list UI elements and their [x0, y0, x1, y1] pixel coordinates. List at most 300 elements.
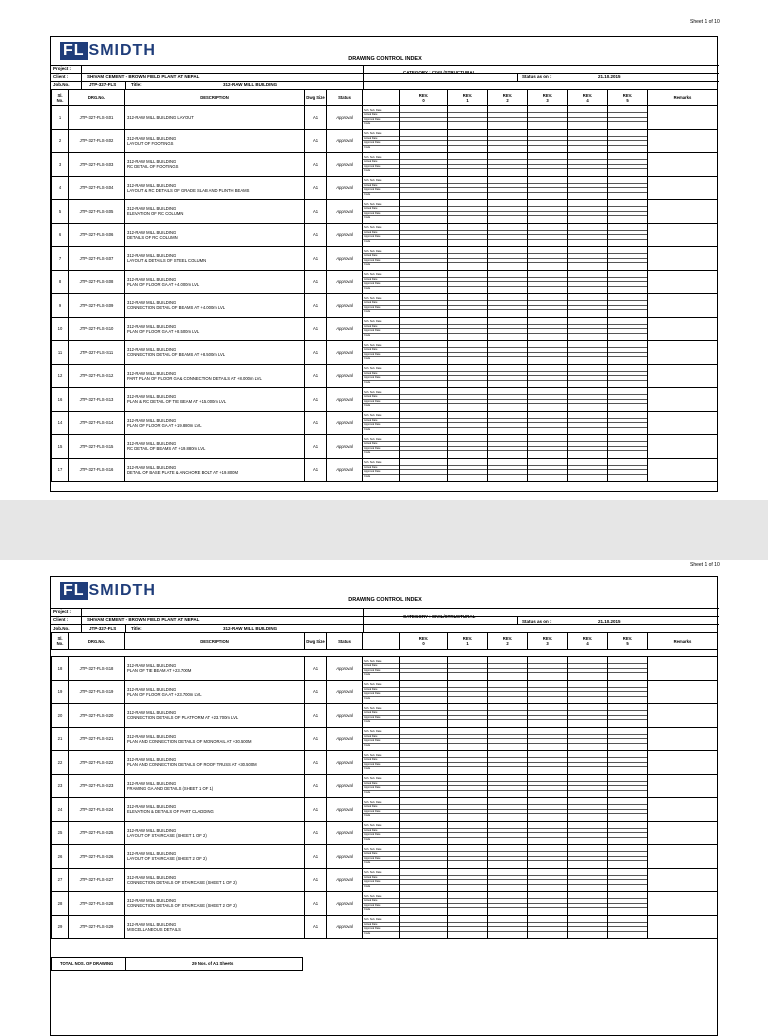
description-line-2: CONNECTION DETAILS OF STAIRCASE (SHEET 1 OF 2)	[127, 879, 237, 885]
rev-cell	[488, 458, 528, 482]
sl-cell: 21	[52, 727, 69, 751]
rev-cell	[448, 247, 488, 271]
dwg-no-cell: JTP-327-FLS-S13	[69, 388, 125, 412]
sheet-number: Sheet 1 of 10	[690, 19, 720, 25]
date-label: Sch. Sub. Date	[363, 179, 399, 183]
status-cell: Approval	[327, 751, 363, 775]
rev-cell	[608, 845, 648, 869]
dwg-no-cell: JTP-327-FLS-S28	[69, 892, 125, 916]
description-line-1: 312-RAW MILL BUILDING	[127, 898, 177, 904]
rev-cell	[608, 388, 648, 412]
rev-cell	[568, 774, 608, 798]
remarks-cell	[648, 364, 718, 388]
date-label: Approval Date	[363, 786, 399, 790]
description-line-2: LAYOUT OF STAIRCASE (SHEET 2 OF 2)	[127, 856, 207, 862]
date-labels-cell	[363, 106, 400, 130]
rev-cell	[400, 458, 448, 482]
sl-cell: 16	[52, 388, 69, 412]
date-label: Approval Date	[363, 716, 399, 720]
rev-cell	[488, 774, 528, 798]
description-line-1: 312-RAW MILL BUILDING	[127, 733, 177, 739]
date-label: Actual Date	[363, 758, 399, 762]
date-label: Sch. Sub. Date	[363, 320, 399, 324]
date-labels-cell	[363, 200, 400, 224]
size-cell: A1	[305, 751, 327, 775]
size-cell: A1	[305, 364, 327, 388]
dwg-no-cell: JTP-327-FLS-S03	[69, 153, 125, 177]
col-rev-3: REV. 3	[528, 90, 568, 106]
date-label: Sch. Sub. Date	[363, 777, 399, 781]
rev-cell	[568, 270, 608, 294]
col-description: DESCRIPTION	[125, 633, 305, 650]
description-line-2: LAYOUT & DETAILS OF STEEL COLUMN	[127, 258, 207, 264]
description-line-1: 312-RAW MILL BUILDING	[127, 182, 177, 188]
dwg-no-cell: JTP-327-FLS-S19	[69, 680, 125, 704]
sl-cell: 19	[52, 680, 69, 704]
rev-cell	[608, 200, 648, 224]
rev-cell	[400, 129, 448, 153]
remarks-cell	[648, 657, 718, 681]
date-labels-cell	[363, 247, 400, 271]
date-label: Sch. Sub. Date	[363, 683, 399, 687]
date-label: Actual Date	[363, 664, 399, 668]
table-row	[52, 727, 718, 751]
rev-cell	[488, 200, 528, 224]
rev-cell	[488, 821, 528, 845]
size-cell: A1	[305, 868, 327, 892]
dwg-no-cell: JTP-327-FLS-S27	[69, 868, 125, 892]
table-row	[52, 200, 718, 224]
description-line-1: 312-RAW MILL BUILDING	[127, 441, 177, 447]
size-cell: A1	[305, 153, 327, 177]
rev-cell	[448, 106, 488, 130]
date-labels-cell	[363, 129, 400, 153]
rev-cell	[608, 680, 648, 704]
col-rev-3: REV. 3	[528, 633, 568, 650]
date-label: Code	[364, 216, 371, 220]
category: CATEGORY : CIVIL/STRUCTURAL	[403, 614, 476, 619]
description-line-1: 312-RAW MILL BUILDING	[127, 921, 177, 927]
rev-cell	[448, 341, 488, 365]
table-row	[52, 106, 718, 130]
rev-cell	[448, 435, 488, 459]
remarks-cell	[648, 317, 718, 341]
description-line-1: 312-RAW MILL BUILDING	[127, 253, 177, 259]
description-line-2: PLAN AND CONNECTION DETAILS OF MONORAIL AT +30.500M	[127, 738, 252, 744]
rev-cell	[608, 821, 648, 845]
project-label: Project :	[53, 66, 72, 71]
size-cell: A1	[305, 341, 327, 365]
dwg-no-cell: JTP-327-FLS-S20	[69, 704, 125, 728]
job-label: Job.No.	[53, 626, 70, 631]
rev-cell	[448, 704, 488, 728]
date-label: Approval Date	[363, 833, 399, 837]
col-sl: Sl. No.	[52, 633, 69, 650]
sl-cell: 1	[52, 106, 69, 130]
client-label: Client :	[53, 74, 69, 79]
rev-cell	[448, 458, 488, 482]
date-label: Actual Date	[363, 137, 399, 141]
dwg-no-cell: JTP-327-FLS-S21	[69, 727, 125, 751]
date-label: Sch. Sub. Date	[363, 918, 399, 922]
date-label: Actual Date	[363, 876, 399, 880]
description-line-2: CONNECTION DETAIL OF BEAMS AT +8.500m LVL	[127, 352, 226, 358]
rev-cell	[488, 751, 528, 775]
date-label: Code	[364, 404, 371, 408]
status-cell: Approval	[327, 270, 363, 294]
rev-cell	[568, 317, 608, 341]
rev-cell	[568, 458, 608, 482]
rev-cell	[488, 176, 528, 200]
remarks-cell	[648, 458, 718, 482]
sl-cell: 11	[52, 341, 69, 365]
rev-cell	[448, 845, 488, 869]
description-line-2: PLAN OF TIE BEAM AT +23.700M	[127, 668, 192, 674]
total-label: TOTAL NOS. OF DRAWING	[60, 961, 114, 966]
rev-cell	[448, 153, 488, 177]
size-cell: A1	[305, 176, 327, 200]
table-row	[52, 821, 718, 845]
description-line-2: DETAILS OF RC COLUMN	[127, 234, 178, 240]
description-line-2: PLAN OF FLOOR GA AT +4.000m LVL	[127, 281, 200, 287]
rev-cell	[488, 868, 528, 892]
date-label: Approval Date	[363, 400, 399, 404]
sl-cell: 4	[52, 176, 69, 200]
date-label: Actual Date	[363, 184, 399, 188]
description-line-1: 312-RAW MILL BUILDING LAYOUT	[127, 114, 194, 120]
date-labels-cell	[363, 704, 400, 728]
rev-cell	[488, 845, 528, 869]
date-label: Approval Date	[363, 857, 399, 861]
date-label: Approval Date	[363, 165, 399, 169]
date-label: Code	[364, 169, 371, 173]
date-label: Code	[364, 333, 371, 337]
date-label: Approval Date	[363, 259, 399, 263]
rev-cell	[528, 915, 568, 939]
description-line-2: CONNECTION DETAIL OF BEAMS AT +4.000m LVL	[127, 305, 226, 311]
date-labels-cell	[363, 317, 400, 341]
date-label: Actual Date	[363, 231, 399, 235]
table-row	[52, 176, 718, 200]
drawing-sheet-1	[50, 36, 718, 492]
status-cell: Approval	[327, 411, 363, 435]
rev-cell	[608, 129, 648, 153]
sl-cell: 25	[52, 821, 69, 845]
date-label: Code	[364, 451, 371, 455]
date-label: Approval Date	[363, 927, 399, 931]
rev-cell	[400, 680, 448, 704]
date-label: Approval Date	[363, 692, 399, 696]
remarks-cell	[648, 341, 718, 365]
col-rev-4: REV. 4	[568, 633, 608, 650]
status-cell: Approval	[327, 294, 363, 318]
dwg-no-cell: JTP-327-FLS-S08	[69, 270, 125, 294]
date-labels-cell	[363, 270, 400, 294]
size-cell: A1	[305, 435, 327, 459]
col-rev-5: REV. 5	[608, 633, 648, 650]
col-sl: Sl. No.	[52, 90, 69, 106]
project-label: Project :	[53, 609, 72, 614]
remarks-cell	[648, 176, 718, 200]
rev-cell	[608, 106, 648, 130]
rev-cell	[568, 727, 608, 751]
sl-cell: 12	[52, 364, 69, 388]
date-label: Sch. Sub. Date	[363, 824, 399, 828]
sl-cell: 2	[52, 129, 69, 153]
rev-cell	[568, 129, 608, 153]
date-label: Approval Date	[363, 329, 399, 333]
sl-cell: 29	[52, 915, 69, 939]
status-cell: Approval	[327, 200, 363, 224]
date-labels-cell	[363, 458, 400, 482]
description-cell	[125, 727, 305, 751]
size-cell: A1	[305, 411, 327, 435]
client-label: Client :	[53, 617, 69, 622]
description-line-1: 312-RAW MILL BUILDING	[127, 347, 177, 353]
date-label: Actual Date	[363, 278, 399, 282]
date-label: Sch. Sub. Date	[363, 801, 399, 805]
date-labels-cell	[363, 915, 400, 939]
page-gap	[0, 500, 768, 560]
size-cell: A1	[305, 845, 327, 869]
remarks-cell	[648, 200, 718, 224]
date-label: Sch. Sub. Date	[363, 438, 399, 442]
sl-cell: 3	[52, 153, 69, 177]
date-labels-cell	[363, 774, 400, 798]
date-labels-cell	[363, 657, 400, 681]
status-cell: Approval	[327, 317, 363, 341]
table-row	[52, 435, 718, 459]
rev-cell	[608, 317, 648, 341]
date-label: Actual Date	[363, 688, 399, 692]
status-date: 21.10.2015	[598, 74, 621, 79]
sl-cell: 9	[52, 294, 69, 318]
description-cell	[125, 774, 305, 798]
sl-cell: 10	[52, 317, 69, 341]
rev-cell	[488, 364, 528, 388]
rev-cell	[448, 868, 488, 892]
dwg-no-cell: JTP-327-FLS-S26	[69, 845, 125, 869]
rev-cell	[400, 153, 448, 177]
remarks-cell	[648, 751, 718, 775]
rev-cell	[568, 153, 608, 177]
remarks-cell	[648, 153, 718, 177]
description-line-2: LAYOUT OF FOOTINGS	[127, 140, 174, 146]
dwg-no-cell: JTP-327-FLS-S15	[69, 435, 125, 459]
rev-cell	[448, 751, 488, 775]
rev-cell	[488, 317, 528, 341]
rev-cell	[400, 915, 448, 939]
rev-cell	[608, 294, 648, 318]
rev-cell	[400, 176, 448, 200]
description-line-1: 312-RAW MILL BUILDING	[127, 851, 177, 857]
date-labels-cell	[363, 153, 400, 177]
job-label: Job.No.	[53, 82, 70, 87]
status-cell: Approval	[327, 727, 363, 751]
dwg-no-cell: JTP-327-FLS-S22	[69, 751, 125, 775]
date-label: Code	[364, 931, 371, 935]
description-cell	[125, 341, 305, 365]
remarks-cell	[648, 106, 718, 130]
description-line-2: PART PLAN OF FLOOR GA& CONNECTION DETAILS AT +8.000m LVL	[127, 375, 262, 381]
description-line-2: DETAIL OF BASE PLATE & ANCHORE BOLT AT +19.800M	[127, 469, 238, 475]
size-cell: A1	[305, 821, 327, 845]
remarks-cell	[648, 680, 718, 704]
col-rev-1: REV. 1	[448, 90, 488, 106]
rev-cell	[568, 364, 608, 388]
remarks-cell	[648, 892, 718, 916]
status-cell: Approval	[327, 153, 363, 177]
table-row	[52, 341, 718, 365]
rev-cell	[488, 388, 528, 412]
date-label: Actual Date	[363, 160, 399, 164]
description-line-2: PLAN AND CONNECTION DETAILS OF ROOF TRUSS AT +30.500M	[127, 762, 257, 768]
table-row	[52, 915, 718, 939]
description-line-2: ELEVATION & DETAILS OF PART CLADDING	[127, 809, 214, 815]
date-label: Sch. Sub. Date	[363, 273, 399, 277]
description-line-1: 312-RAW MILL BUILDING	[127, 874, 177, 880]
rev-cell	[528, 247, 568, 271]
rev-cell	[448, 388, 488, 412]
table-row	[52, 892, 718, 916]
rev-cell	[608, 176, 648, 200]
date-label: Approval Date	[363, 235, 399, 239]
client-value: SHIVAM CEMENT - BROWN FIELD PLANT AT NEPAL	[87, 74, 200, 79]
col-rev-5: REV. 5	[608, 90, 648, 106]
date-label: Code	[364, 286, 371, 290]
date-label: Approval Date	[363, 810, 399, 814]
date-label: Sch. Sub. Date	[363, 871, 399, 875]
rev-cell	[528, 845, 568, 869]
table-row	[52, 223, 718, 247]
dwg-no-cell: JTP-327-FLS-S04	[69, 176, 125, 200]
rev-cell	[568, 294, 608, 318]
rev-cell	[400, 270, 448, 294]
rev-cell	[448, 915, 488, 939]
rev-cell	[488, 435, 528, 459]
rev-cell	[488, 294, 528, 318]
rev-cell	[568, 657, 608, 681]
rev-cell	[448, 657, 488, 681]
description-cell	[125, 751, 305, 775]
description-line-2: LAYOUT & RC DETAILS OF GRADE SLAB AND PLINTH BEAMS	[127, 187, 250, 193]
rev-cell	[488, 247, 528, 271]
size-cell: A1	[305, 798, 327, 822]
rev-cell	[528, 153, 568, 177]
dwg-no-cell: JTP-327-FLS-S12	[69, 364, 125, 388]
dwg-no-cell: JTP-327-FLS-S09	[69, 294, 125, 318]
table-row	[52, 388, 718, 412]
rev-cell	[528, 294, 568, 318]
rev-cell	[400, 200, 448, 224]
description-cell	[125, 176, 305, 200]
rev-cell	[528, 751, 568, 775]
col-dwg-no: DRG.No.	[69, 633, 125, 650]
remarks-cell	[648, 774, 718, 798]
table-row	[52, 294, 718, 318]
dwg-no-cell: JTP-327-FLS-S06	[69, 223, 125, 247]
col-description: DESCRIPTION	[125, 90, 305, 106]
description-cell	[125, 821, 305, 845]
rev-cell	[528, 774, 568, 798]
rev-cell	[448, 798, 488, 822]
date-label: Sch. Sub. Date	[363, 297, 399, 301]
rev-cell	[488, 892, 528, 916]
table-row	[52, 657, 718, 681]
date-label: Sch. Sub. Date	[363, 226, 399, 230]
date-label: Approval Date	[363, 669, 399, 673]
dwg-no-cell: JTP-327-FLS-S11	[69, 341, 125, 365]
date-label: Code	[364, 743, 371, 747]
remarks-cell	[648, 868, 718, 892]
date-labels-cell	[363, 845, 400, 869]
description-line-1: 312-RAW MILL BUILDING	[127, 276, 177, 282]
description-line-1: 312-RAW MILL BUILDING	[127, 464, 177, 470]
date-label: Code	[364, 673, 371, 677]
date-label: Code	[364, 145, 371, 149]
rev-cell	[488, 270, 528, 294]
size-cell: A1	[305, 657, 327, 681]
rev-cell	[400, 294, 448, 318]
description-line-2: CONNECTION DETAILS OF STAIRCASE (SHEET 2 OF 2)	[127, 903, 237, 909]
rev-cell	[528, 223, 568, 247]
date-labels-cell	[363, 680, 400, 704]
date-label: Actual Date	[363, 466, 399, 470]
rev-cell	[608, 868, 648, 892]
table-row	[52, 680, 718, 704]
date-label: Actual Date	[363, 711, 399, 715]
sl-cell: 14	[52, 411, 69, 435]
remarks-cell	[648, 294, 718, 318]
rev-cell	[400, 411, 448, 435]
sl-cell: 17	[52, 458, 69, 482]
date-label: Code	[364, 884, 371, 888]
dwg-no-cell: JTP-327-FLS-S18	[69, 657, 125, 681]
description-line-1: 312-RAW MILL BUILDING	[127, 417, 177, 423]
rev-cell	[400, 317, 448, 341]
remarks-cell	[648, 435, 718, 459]
rev-cell	[528, 411, 568, 435]
col-remarks: Remarks	[648, 633, 718, 650]
rev-cell	[400, 798, 448, 822]
description-line-2: PLAN OF FLOOR GA AT +23.700m LVL	[127, 691, 202, 697]
rev-cell	[528, 270, 568, 294]
description-line-2: RC DETAIL OF BEAMS AT +19.880m LVL	[127, 446, 206, 452]
description-cell	[125, 868, 305, 892]
rev-cell	[528, 176, 568, 200]
description-line-1: 312-RAW MILL BUILDING	[127, 370, 177, 376]
remarks-cell	[648, 845, 718, 869]
size-cell: A1	[305, 200, 327, 224]
title-label: Title:	[131, 626, 142, 631]
status-cell: Approval	[327, 247, 363, 271]
date-label: Code	[364, 790, 371, 794]
rev-cell	[528, 458, 568, 482]
rev-cell	[528, 317, 568, 341]
table-row	[52, 798, 718, 822]
table-row	[52, 247, 718, 271]
table-row	[52, 458, 718, 482]
date-label: Sch. Sub. Date	[363, 203, 399, 207]
col-rev-2: REV. 2	[488, 90, 528, 106]
status-cell: Approval	[327, 774, 363, 798]
rev-cell	[400, 388, 448, 412]
table-row	[52, 129, 718, 153]
status-cell: Approval	[327, 435, 363, 459]
date-label: Actual Date	[363, 301, 399, 305]
sl-cell: 24	[52, 798, 69, 822]
date-label: Code	[364, 908, 371, 912]
